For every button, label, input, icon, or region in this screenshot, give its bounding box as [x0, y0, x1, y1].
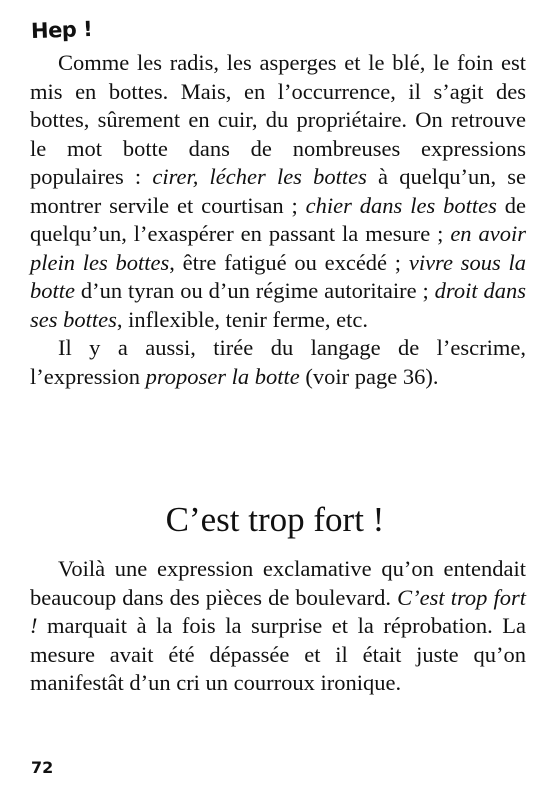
text-run: (voir page 36). — [299, 363, 439, 389]
section-title-cest-trop-fort: C’est trop fort ! — [165, 500, 385, 539]
italic-expression: chier dans les bottes — [305, 192, 497, 218]
section-label-hep: Hep ! — [30, 16, 93, 44]
text-run: à quelqu’un, se montrer servile et courtisan ; — [30, 164, 526, 218]
text-run: , être fatigué ou excédé ; — [169, 249, 409, 275]
paragraph — [30, 49, 526, 334]
italic-expression: en avoir plein les bottes — [30, 221, 526, 275]
paragraph — [30, 334, 526, 391]
italic-expression: cirer, lécher les bottes — [152, 164, 367, 189]
section-cest-trop-fort-text — [30, 555, 526, 698]
text-run: de quelqu’un, l’exaspérer en passant la mesure ; — [30, 192, 526, 246]
page-number: 72 — [31, 758, 54, 777]
italic-expression: C’est trop fort ! — [30, 584, 526, 638]
text-run: d’un tyran ou d’un régime autoritaire ; — [75, 278, 435, 303]
italic-expression: proposer la botte — [145, 363, 300, 389]
section-botte-text — [30, 49, 526, 391]
italic-expression: vivre sous la botte — [30, 249, 526, 303]
text-run: marquait à la fois la surprise et la réprobation. La mesure avait été dépassée et il était juste qu’on manifestât d’un cri un courroux ironique. — [30, 613, 526, 695]
text-run: Voilà une expression exclamative qu’on entendait beaucoup dans des pièces de boulevard. — [30, 556, 526, 610]
text-run: Comme les radis, les asperges et le blé, le foin est mis en bottes. Mais, en l’occurrence, il s’agit des bottes, sûrement en cuir, du propriétaire. On retrouve le mot botte dans de nombreuses expressions populaires : — [30, 50, 526, 189]
italic-expression: droit dans ses bottes — [30, 278, 526, 332]
text-run: , inflexible, tenir ferme, etc. — [116, 306, 369, 332]
paragraph — [30, 555, 526, 698]
text-run: Il y a aussi, tirée du langage de l’escrime, l’expression — [30, 335, 526, 389]
